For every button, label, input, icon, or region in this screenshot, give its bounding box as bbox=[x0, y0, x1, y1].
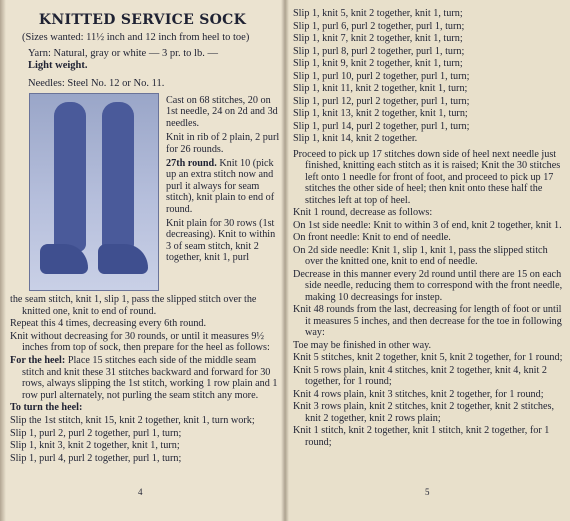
left-body bbox=[10, 294, 280, 465]
right-leg bbox=[102, 102, 134, 252]
left-leg bbox=[54, 102, 86, 252]
cast-on-text: Cast on 68 stitches, 20 on 1st needle, 24 on 2d and 3d needles. bbox=[166, 95, 278, 129]
right-foot bbox=[98, 244, 148, 274]
round-27-text: Knit 10 (pick up an extra stitch now and purl it always for seam stitch), knit plain to end of round. bbox=[166, 158, 275, 215]
rib-text: Knit in rib of 2 plain, 2 purl for 26 rounds. bbox=[166, 132, 280, 155]
instruction-para: Knit 3 rows plain, knit 2 stitches, knit 2 together, knit 2 stitches, knit 2 together, knit 2 rows plain; bbox=[293, 401, 555, 424]
turn-line: Slip the 1st stitch, knit 15, knit 2 together, knit 1, turn work; bbox=[10, 414, 255, 426]
instruction-para: On front needle: Knit to end of needle. bbox=[293, 232, 451, 243]
needles-line: Needles: Steel No. 12 or No. 11. bbox=[28, 78, 165, 89]
page-number-left: 4 bbox=[138, 487, 143, 497]
heel-row: Slip 1, knit 7, knit 2 together, knit 1, turn; bbox=[293, 33, 463, 44]
heel-row: Slip 1, purl 8, purl 2 together, purl 1, turn; bbox=[293, 45, 465, 57]
instruction-para: Knit 5 stitches, knit 2 together, knit 5, knit 2 together, for 1 round; bbox=[293, 352, 563, 363]
instruction-para: Knit 1 stitch, knit 2 together, knit 1 stitch, knit 2 together, for 1 round; bbox=[293, 425, 550, 448]
turn-heel-heading: To turn the heel: bbox=[10, 402, 83, 414]
instruction-para: On 1st side needle: Knit to within 3 of end, knit 2 together, knit 1. bbox=[293, 219, 562, 231]
heel-para bbox=[10, 355, 280, 401]
round-27-label: 27th round. bbox=[166, 158, 217, 170]
page-edge-shadow bbox=[0, 0, 6, 521]
heel-row: Slip 1, purl 6, purl 2 together, purl 1, turn; bbox=[293, 20, 465, 32]
sizes-line: (Sizes wanted: 11½ inch and 12 inch from heel to toe) bbox=[22, 32, 250, 43]
heel-row: Slip 1, purl 10, purl 2 together, purl 1, turn; bbox=[293, 70, 470, 82]
heel-row: Slip 1, purl 12, purl 2 together, purl 1, turn; bbox=[293, 95, 470, 107]
heel-text: Place 15 stitches each side of the middle seam stitch and knit these 31 stitches backward and forward for 30 rows, always slipping the 1st stitch, working 1 row plain and 1 row purl alternately, not purling the seam stitch any more. bbox=[22, 354, 278, 401]
knit-plain-text: Knit plain for 30 rows (1st decreasing). Knit to within 3 of seam stitch, knit 2 together, knit 1, purl bbox=[166, 218, 276, 264]
heel-label: For the heel: bbox=[10, 354, 66, 366]
heel-row: Slip 1, purl 14, purl 2 together, purl 1, turn; bbox=[293, 120, 470, 132]
turn-line: Slip 1, purl 4, purl 2 together, purl 1, turn; bbox=[10, 452, 182, 464]
page-title: KNITTED SERVICE SOCK bbox=[38, 12, 247, 28]
yarn-label: Yarn: bbox=[28, 48, 51, 59]
right-page bbox=[285, 0, 570, 521]
instruction-para: Knit 48 rounds from the last, decreasing for length of foot or until it measures 5 inches, and then decrease for the toe in following way: bbox=[293, 304, 562, 338]
heel-row: Slip 1, knit 11, knit 2 together, knit 1, turn; bbox=[293, 83, 468, 94]
heel-row: Slip 1, knit 5, knit 2 together, knit 1, turn; bbox=[293, 8, 463, 19]
turn-line: Slip 1, purl 2, purl 2 together, purl 1, turn; bbox=[10, 427, 182, 439]
body-para: the seam stitch, knit 1, slip 1, pass the slipped stitch over the knitted one, knit to end of round. bbox=[10, 294, 257, 317]
instruction-para: On 2d side needle: Knit 1, slip 1, knit 1, pass the slipped stitch over the knitted one, knit to end of needle. bbox=[293, 244, 548, 267]
page-number-right: 5 bbox=[425, 487, 430, 497]
instruction-para: Knit 1 round, decrease as follows: bbox=[293, 207, 433, 218]
instruction-para: Knit 4 rows plain, knit 3 stitches, knit 2 together, for 1 round; bbox=[293, 388, 544, 400]
body-para: Knit without decreasing for 30 rounds, or until it measures 9½ inches from top of sock, then prepare for the heel as follows: bbox=[10, 330, 270, 354]
right-body bbox=[293, 8, 563, 449]
round-27-para bbox=[166, 158, 282, 215]
sock-photo bbox=[29, 93, 159, 291]
instruction-para: Decrease in this manner every 2d round until there are 15 on each side needle, reducing them to correspond with the front needle, making 10 decreasings for instep. bbox=[293, 268, 563, 303]
heel-row: Slip 1, knit 9, knit 2 together, knit 1, turn; bbox=[293, 58, 463, 69]
yarn-weight: Light weight. bbox=[28, 60, 88, 71]
side-column bbox=[166, 95, 282, 267]
heel-row: Slip 1, knit 13, knit 2 together, knit 1, turn; bbox=[293, 108, 468, 119]
yarn-line bbox=[28, 48, 283, 72]
body-para: Repeat this 4 times, decreasing every 6th round. bbox=[10, 318, 207, 330]
book-gutter bbox=[281, 0, 289, 521]
instruction-para: Knit 5 rows plain, knit 4 stitches, knit 2 together, knit 4, knit 2 together, for 1 round; bbox=[293, 364, 547, 387]
instruction-para: Toe may be finished in other way. bbox=[293, 339, 432, 351]
heel-row: Slip 1, knit 14, knit 2 together. bbox=[293, 133, 418, 144]
yarn-text: Natural, gray or white — 3 pr. to lb. — bbox=[53, 48, 218, 59]
turn-line: Slip 1, knit 3, knit 2 together, knit 1, turn; bbox=[10, 440, 180, 452]
instruction-para: Proceed to pick up 17 stitches down side of heel next needle just finished, knitting each stitch as it is raised; Knit the 30 stitches left onto 1 needle for front of foot, and proceed to pick up 17 stitches the other side of heel; then knit onto these half the stitches left at top of heel. bbox=[293, 148, 561, 206]
